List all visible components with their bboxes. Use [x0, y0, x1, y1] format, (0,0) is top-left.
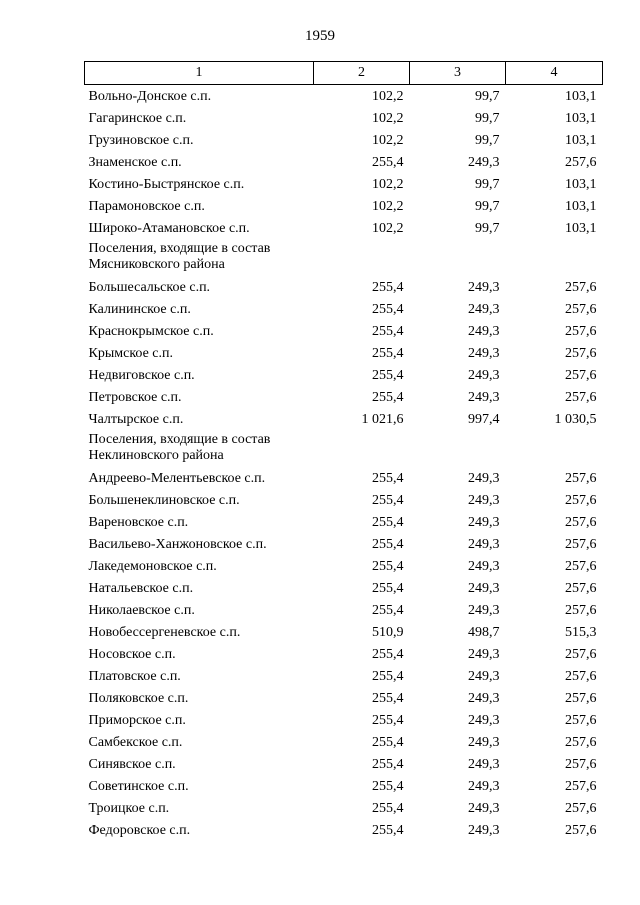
value-col-4: 257,6 [565, 602, 597, 618]
group-heading: Поселения, входящие в состав Мясниковского района [88, 241, 271, 272]
value-col-3: 99,7 [475, 110, 500, 126]
table-row [85, 298, 603, 320]
table-row [85, 217, 603, 239]
value-col-4: 257,6 [565, 756, 597, 772]
table-row [85, 665, 603, 687]
value-col-4: 257,6 [565, 301, 597, 317]
value-col-4: 257,6 [565, 367, 597, 383]
value-col-3: 249,3 [468, 580, 500, 596]
table-row [85, 489, 603, 511]
value-col-2: 255,4 [372, 279, 404, 295]
header-row [85, 62, 603, 85]
settlement-name: Недвиговское с.п. [88, 367, 195, 383]
value-col-4: 257,6 [565, 668, 597, 684]
value-col-2: 255,4 [372, 778, 404, 794]
value-col-3: 249,3 [468, 646, 500, 662]
settlement-name: Троицкое с.п. [88, 800, 170, 816]
empty-cell [410, 239, 506, 276]
table-row [85, 85, 603, 108]
empty-cell [314, 430, 410, 467]
table-row [85, 342, 603, 364]
value-col-3: 249,3 [468, 279, 500, 295]
value-col-2: 102,2 [372, 220, 404, 236]
table-row [85, 195, 603, 217]
value-col-4: 257,6 [565, 690, 597, 706]
value-col-3: 99,7 [475, 198, 500, 214]
value-col-4: 103,1 [565, 198, 597, 214]
settlement-name: Поляковское с.п. [88, 690, 189, 706]
value-col-2: 255,4 [372, 602, 404, 618]
settlement-name: Васильево-Ханжоновское с.п. [88, 536, 267, 552]
settlement-name: Вольно-Донское с.п. [88, 88, 212, 104]
value-col-2: 255,4 [372, 514, 404, 530]
value-col-3: 249,3 [468, 778, 500, 794]
table-header [85, 62, 603, 85]
value-col-4: 257,6 [565, 389, 597, 405]
value-col-2: 255,4 [372, 800, 404, 816]
table-row [85, 643, 603, 665]
value-col-4: 103,1 [565, 176, 597, 192]
value-col-2: 255,4 [372, 580, 404, 596]
value-col-4: 103,1 [565, 220, 597, 236]
header-col-4: 4 [506, 62, 603, 85]
header-col-3: 3 [410, 62, 506, 85]
value-col-3: 249,3 [468, 668, 500, 684]
value-col-4: 103,1 [565, 132, 597, 148]
value-col-4: 257,6 [565, 154, 597, 170]
settlement-name: Большенеклиновское с.п. [88, 492, 240, 508]
settlement-name: Гагаринское с.п. [88, 110, 187, 126]
value-col-3: 249,3 [468, 734, 500, 750]
value-col-3: 99,7 [475, 220, 500, 236]
settlement-name: Андреево-Мелентьевское с.п. [88, 470, 266, 486]
settlement-name: Костино-Быстрянское с.п. [88, 176, 245, 192]
page-number: 1959 [305, 28, 335, 44]
table-row [85, 151, 603, 173]
header-col-1: 1 [85, 62, 314, 85]
value-col-2: 102,2 [372, 132, 404, 148]
table-row [85, 775, 603, 797]
table-body [85, 85, 603, 842]
value-col-3: 997,4 [468, 411, 500, 427]
settlement-name: Федоровское с.п. [88, 822, 191, 838]
table-row [85, 599, 603, 621]
table-row [85, 129, 603, 151]
settlement-name: Широко-Атамановское с.п. [88, 220, 250, 236]
group-heading: Поселения, входящие в состав Неклиновского района [88, 432, 271, 463]
settlement-name: Платовское с.п. [88, 668, 181, 684]
value-col-2: 255,4 [372, 756, 404, 772]
settlement-name: Грузиновское с.п. [88, 132, 194, 148]
value-col-2: 255,4 [372, 367, 404, 383]
table-row [85, 709, 603, 731]
value-col-4: 257,6 [565, 800, 597, 816]
value-col-3: 249,3 [468, 154, 500, 170]
value-col-4: 257,6 [565, 514, 597, 530]
table-row [85, 533, 603, 555]
value-col-4: 1 030,5 [554, 411, 597, 427]
table-row [85, 731, 603, 753]
table-row [85, 467, 603, 489]
value-col-4: 515,3 [565, 624, 597, 640]
table-row [85, 819, 603, 841]
data-table [84, 61, 603, 841]
value-col-4: 257,6 [565, 734, 597, 750]
settlement-name: Самбекское с.п. [88, 734, 183, 750]
value-col-3: 249,3 [468, 323, 500, 339]
table-row [85, 511, 603, 533]
empty-cell [314, 239, 410, 276]
value-col-3: 99,7 [475, 176, 500, 192]
value-col-2: 1 021,6 [361, 411, 404, 427]
value-col-2: 255,4 [372, 690, 404, 706]
value-col-2: 255,4 [372, 668, 404, 684]
value-col-3: 99,7 [475, 88, 500, 104]
table-row [85, 320, 603, 342]
value-col-2: 102,2 [372, 176, 404, 192]
table-row [85, 621, 603, 643]
value-col-3: 249,3 [468, 301, 500, 317]
settlement-name: Чалтырское с.п. [88, 411, 184, 427]
empty-cell [410, 430, 506, 467]
value-col-4: 257,6 [565, 279, 597, 295]
settlement-name: Николаевское с.п. [88, 602, 195, 618]
value-col-2: 255,4 [372, 154, 404, 170]
settlement-name: Советинское с.п. [88, 778, 189, 794]
settlement-name: Носовское с.п. [88, 646, 176, 662]
value-col-4: 257,6 [565, 470, 597, 486]
settlement-name: Крымское с.п. [88, 345, 173, 361]
header-col-2: 2 [314, 62, 410, 85]
table-row [85, 797, 603, 819]
value-col-4: 257,6 [565, 778, 597, 794]
settlement-name: Знаменское с.п. [88, 154, 182, 170]
value-col-3: 249,3 [468, 514, 500, 530]
settlement-name: Петровское с.п. [88, 389, 182, 405]
settlement-name: Приморское с.п. [88, 712, 186, 728]
value-col-3: 498,7 [468, 624, 500, 640]
table-row [85, 364, 603, 386]
value-col-4: 257,6 [565, 323, 597, 339]
value-col-4: 257,6 [565, 345, 597, 361]
table-row [85, 107, 603, 129]
table-row [85, 555, 603, 577]
value-col-2: 255,4 [372, 389, 404, 405]
table-row [85, 276, 603, 298]
value-col-4: 103,1 [565, 88, 597, 104]
value-col-2: 255,4 [372, 345, 404, 361]
value-col-4: 257,6 [565, 712, 597, 728]
value-col-2: 255,4 [372, 470, 404, 486]
value-col-2: 255,4 [372, 536, 404, 552]
value-col-3: 99,7 [475, 132, 500, 148]
value-col-3: 249,3 [468, 690, 500, 706]
value-col-2: 510,9 [372, 624, 404, 640]
value-col-4: 257,6 [565, 492, 597, 508]
value-col-3: 249,3 [468, 822, 500, 838]
value-col-3: 249,3 [468, 345, 500, 361]
value-col-4: 103,1 [565, 110, 597, 126]
value-col-2: 255,4 [372, 712, 404, 728]
table-row [85, 408, 603, 430]
table-row [85, 687, 603, 709]
value-col-3: 249,3 [468, 367, 500, 383]
settlement-name: Новобессергеневское с.п. [88, 624, 241, 640]
settlement-name: Парамоновское с.п. [88, 198, 205, 214]
value-col-2: 255,4 [372, 822, 404, 838]
value-col-3: 249,3 [468, 712, 500, 728]
empty-cell [506, 430, 603, 467]
value-col-3: 249,3 [468, 602, 500, 618]
settlement-name: Лакедемоновское с.п. [88, 558, 217, 574]
value-col-3: 249,3 [468, 470, 500, 486]
value-col-2: 102,2 [372, 198, 404, 214]
settlement-name: Синявское с.п. [88, 756, 176, 772]
value-col-3: 249,3 [468, 492, 500, 508]
value-col-2: 255,4 [372, 558, 404, 574]
empty-cell [506, 239, 603, 276]
value-col-2: 255,4 [372, 646, 404, 662]
value-col-2: 102,2 [372, 110, 404, 126]
table-row [85, 173, 603, 195]
table-row [85, 753, 603, 775]
value-col-4: 257,6 [565, 536, 597, 552]
table-row [85, 386, 603, 408]
value-col-4: 257,6 [565, 558, 597, 574]
value-col-3: 249,3 [468, 800, 500, 816]
value-col-3: 249,3 [468, 389, 500, 405]
value-col-4: 257,6 [565, 580, 597, 596]
value-col-3: 249,3 [468, 558, 500, 574]
group-heading-row [85, 430, 603, 467]
value-col-2: 255,4 [372, 492, 404, 508]
group-heading-row [85, 239, 603, 276]
settlement-name: Вареновское с.п. [88, 514, 189, 530]
value-col-4: 257,6 [565, 822, 597, 838]
settlement-name: Краснокрымское с.п. [88, 323, 214, 339]
value-col-3: 249,3 [468, 536, 500, 552]
value-col-2: 255,4 [372, 301, 404, 317]
value-col-2: 102,2 [372, 88, 404, 104]
settlement-name: Натальевское с.п. [88, 580, 194, 596]
value-col-2: 255,4 [372, 734, 404, 750]
value-col-2: 255,4 [372, 323, 404, 339]
table-row [85, 577, 603, 599]
value-col-4: 257,6 [565, 646, 597, 662]
value-col-3: 249,3 [468, 756, 500, 772]
settlement-name: Калининское с.п. [88, 301, 191, 317]
settlement-name: Большесальское с.п. [88, 279, 211, 295]
